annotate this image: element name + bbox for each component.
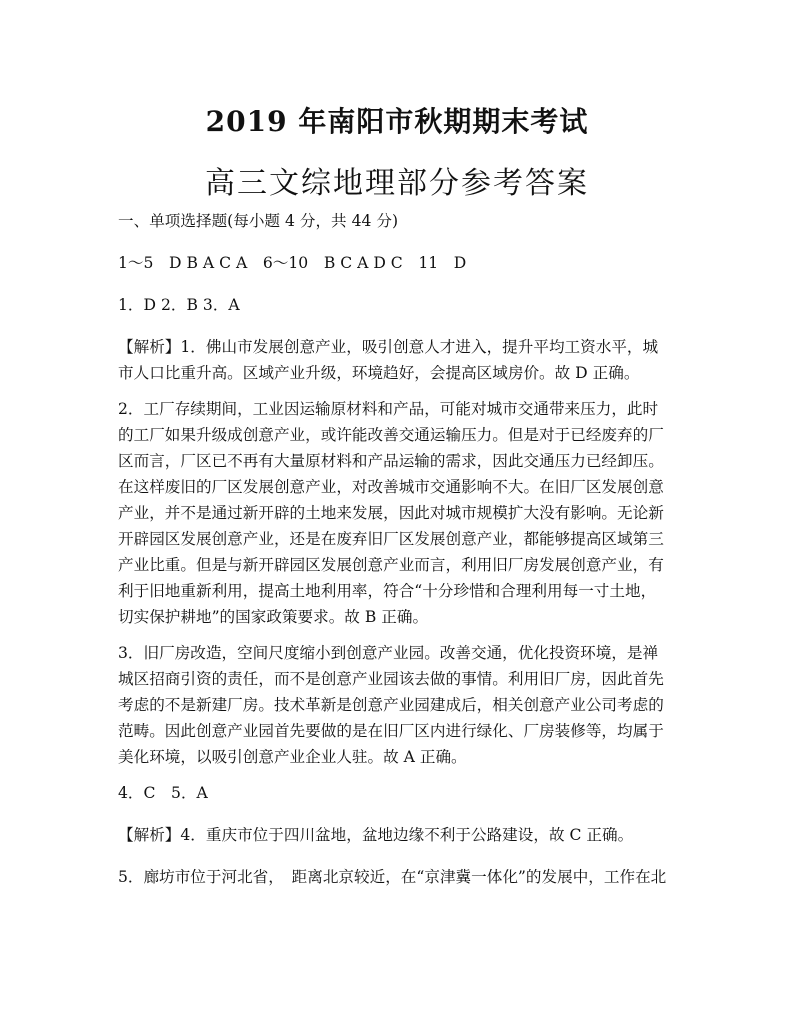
- analysis-q4: 【解析】4．重庆市位于四川盆地，盆地边缘不利于公路建设，故 C 正确。: [118, 826, 634, 844]
- paragraph-line: 3．旧厂房改造，空间尺度缩小到创意产业园。改善交通，优化投资环境，是禅: [118, 644, 659, 662]
- analysis-q2: [118, 396, 678, 630]
- paragraph-line: 范畴。因此创意产业园首先要做的是在旧厂区内进行绿化、厂房装修等，均属于: [118, 722, 664, 740]
- exam-title: 2019 年南阳市秋期期末考试: [205, 105, 589, 138]
- paragraph-line: 的工厂如果升级成创意产业，或许能改善交通运输压力。但是对于已经废弃的厂: [118, 426, 664, 444]
- paragraph-line: 切实保护耕地”的国家政策要求。故 B 正确。: [118, 608, 429, 626]
- analysis-q5: 5．廊坊市位于河北省， 距离北京较近，在“京津冀一体化”的发展中，工作在北: [118, 868, 667, 886]
- paragraph-line: 2．工厂存续期间，工业因运输原材料和产品，可能对城市交通带来压力，此时: [118, 400, 659, 418]
- paragraph-line: 区而言，厂区已不再有大量原材料和产品运输的需求，因此交通压力已经卸压。: [118, 452, 664, 470]
- paragraph-line: 产业比重。但是与新开辟园区发展创意产业而言，利用旧厂房发展创意产业，有: [118, 556, 664, 574]
- q1-3-answers: 1．D 2．B 3．A: [118, 296, 240, 314]
- paragraph-line: 开辟园区发展创意产业，还是在废弃旧厂区发展创意产业，都能够提高区域第三: [118, 530, 664, 548]
- analysis-q3: [118, 640, 678, 770]
- paragraph-line: 市人口比重升高。区域产业升级，环境趋好，会提高区域房价。故 D 正确。: [118, 364, 640, 382]
- exam-subtitle: 高三文综地理部分参考答案: [205, 166, 589, 201]
- paragraph-line: 在这样废旧的厂区发展创意产业，对改善城市交通影响不大。在旧厂区发展创意: [118, 478, 664, 496]
- analysis-q1: [118, 334, 678, 386]
- paragraph-line: 利于旧地重新利用，提高土地利用率，符合“十分珍惜和合理利用每一寸土地，: [118, 582, 657, 600]
- paragraph-line: 城区招商引资的责任，而不是创意产业园该去做的事情。利用旧厂房，因此首先: [118, 670, 664, 688]
- section-heading: 一、单项选择题(每小题 4 分，共 44 分): [118, 212, 399, 230]
- paragraph-line: 美化环境，以吸引创意产业企业人驻。故 A 正确。: [118, 748, 467, 766]
- paragraph-line: 考虑的不是新建厂房。技术革新是创意产业园建成后，相关创意产业公司考虑的: [118, 696, 664, 714]
- paragraph-line: 【解析】1．佛山市发展创意产业，吸引创意人才进入，提升平均工资水平，城: [118, 338, 659, 356]
- q4-5-answers: 4．C 5．A: [118, 784, 208, 802]
- paragraph-line: 产业，并不是通过新开辟的土地来发展，因此对城市规模扩大没有影响。无论新: [118, 504, 664, 522]
- answers-row: 1～5 D B A C A 6～10 B C A D C 11 D: [118, 254, 467, 272]
- answer-body: [118, 208, 678, 906]
